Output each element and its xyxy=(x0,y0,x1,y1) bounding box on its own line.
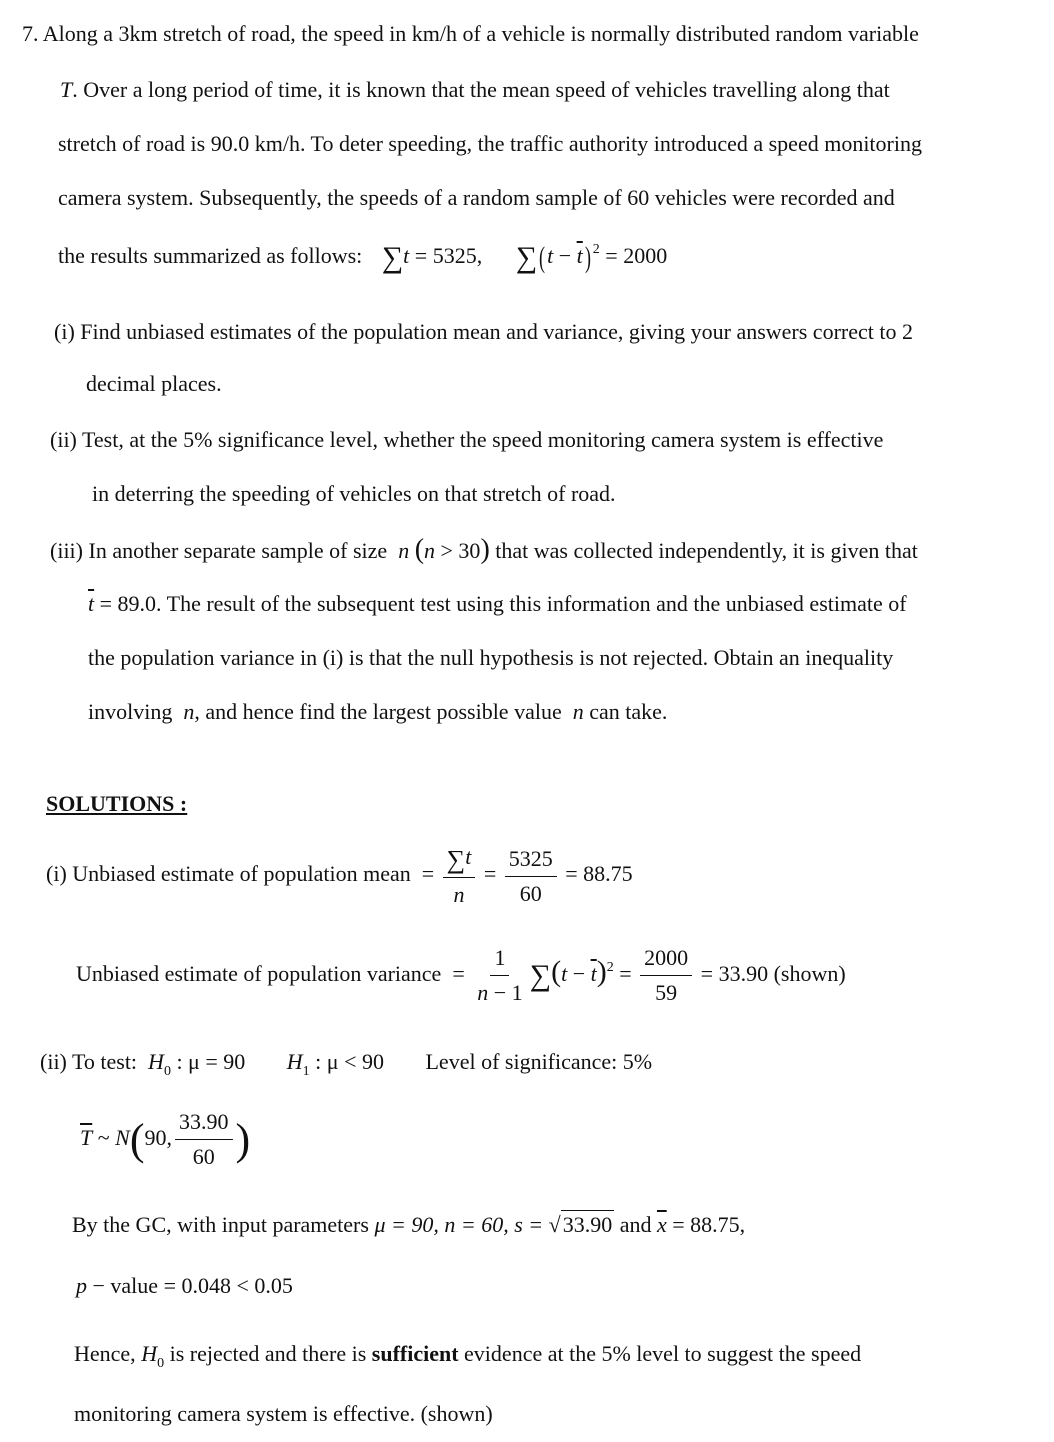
part-iii-text-a: (iii) In another separate sample of size xyxy=(50,538,388,563)
alt-hypothesis: : μ < 90 xyxy=(315,1049,384,1074)
sufficient-bold: sufficient xyxy=(371,1341,459,1366)
question-line-1: 7. Along a 3km stretch of road, the speed in km/h of a vehicle is normally distributed random variable xyxy=(22,21,919,46)
part-iii-line-2-text: The result of the subsequent test using this information and the unbiased estimate of xyxy=(166,591,907,616)
question-line-4: camera system. Subsequently, the speeds of a random sample of 60 vehicles were recorded and xyxy=(58,185,895,210)
question-line-2-text: . Over a long period of time, it is known that the mean speed of vehicles travelling along that xyxy=(72,77,890,102)
hence-text: Hence, xyxy=(74,1341,136,1366)
variance-fraction: $\frac{2000}{59}$ xyxy=(640,943,692,1008)
question-line-2 xyxy=(60,76,890,104)
rejected-text: is rejected and there is xyxy=(169,1341,367,1366)
mean-label: (i) Unbiased estimate of population mean xyxy=(46,861,411,887)
part-iii-line-3: the population variance in (i) is that the null hypothesis is not rejected. Obtain an inequality xyxy=(88,645,894,670)
hypotheses-line: (ii) To test: $H_0$ : μ = 90 $H_1$ : μ < 90 Level of significance: 5% xyxy=(40,1049,653,1079)
part-iii-4a: involving xyxy=(88,699,173,724)
p-value: = 0.048 < 0.05 xyxy=(163,1273,293,1298)
mean-fraction-symbolic: $\frac{\sum t}{n}$ xyxy=(443,842,476,910)
part-iii-4b: , and hence find the largest possible value xyxy=(194,699,562,724)
part-iii-text-b: that was collected independently, it is given that xyxy=(495,538,918,563)
test-label: (ii) To test: xyxy=(40,1049,138,1074)
mean-result: = 88.75 xyxy=(565,861,633,887)
null-hypothesis: : μ = 90 xyxy=(176,1049,246,1074)
variance-result: = 33.90 (shown) xyxy=(700,961,846,986)
part-iii-line-2: $\overline{t} = 89.0$. The result of the subsequent test using this information and the unbiased estimate of xyxy=(88,591,907,616)
significance-level: Level of significance: 5% xyxy=(425,1049,653,1074)
solutions-heading: SOLUTIONS : xyxy=(46,791,188,816)
summary-text: the results summarized as follows: xyxy=(58,243,363,268)
distribution-fraction: $\frac{33.90}{60}$ xyxy=(175,1107,233,1172)
conclusion-line-2: monitoring camera system is effective. (shown) xyxy=(74,1401,493,1426)
gc-and: and xyxy=(619,1212,652,1237)
gc-line: By the GC, with input parameters μ = 90, n = 60, s = √ 33.90 and $\overline{x} = 88.75$, xyxy=(72,1212,746,1237)
part-iii-line-4: involving n, and hence find the largest possible value n can take. xyxy=(88,699,668,724)
gc-xbar-value: = 88.75, xyxy=(672,1212,746,1237)
gc-params: μ = 90, n = 60, s = xyxy=(374,1212,544,1237)
part-iii-4c: can take. xyxy=(589,699,668,724)
question-line-3: stretch of road is 90.0 km/h. To deter speeding, the traffic authority introduced a speed monitoring xyxy=(58,131,922,156)
question-line-5: the results summarized as follows: ∑t = 5325, $\sum(t - \overline{t})$ $^2$ = 2000 xyxy=(58,240,668,274)
solution-mean: (i) Unbiased estimate of population mean = $\frac{\sum t}{n}$ = $\frac{5325}{60}$ = 88.75 xyxy=(46,842,633,910)
conclusion-line-1: Hence, $H_0$ is rejected and there is sufficient evidence at the 5% level to suggest the speed xyxy=(74,1341,862,1371)
part-i-line-2: decimal places. xyxy=(86,371,222,396)
sum-sq-value: = 2000 xyxy=(605,243,668,268)
gc-sqrt-value: 33.90 xyxy=(562,1212,613,1237)
evidence-text: evidence at the 5% level to suggest the speed xyxy=(464,1341,862,1366)
distribution-line: $\overline{T}$ ~ N(90, $\frac{33.90}{60}$ ) xyxy=(80,1104,250,1174)
solution-variance: Unbiased estimate of population variance = $\frac{1}{n - 1}$ $\sum(t - \overline{t})^2$ = $\frac{2000}{59}$ = 33.90 (shown) xyxy=(76,936,846,1008)
mean-fraction-numeric: $\frac{5325}{60}$ xyxy=(505,844,557,909)
part-i-line-1: (i) Find unbiased estimates of the population mean and variance, giving your answers correct to 2 xyxy=(54,319,913,344)
t-bar-value: = 89.0. xyxy=(99,591,162,616)
part-ii-line-2: in deterring the speeding of vehicles on that stretch of road. xyxy=(92,481,616,506)
gc-text: By the GC, with input parameters xyxy=(72,1212,369,1237)
variable-T: T xyxy=(60,77,73,102)
pvalue-line: p − value = 0.048 < 0.05 xyxy=(76,1273,293,1298)
variance-label: Unbiased estimate of population variance xyxy=(76,961,442,986)
part-ii-line-1: (ii) Test, at the 5% significance level, whether the speed monitoring camera system is effective xyxy=(50,427,884,452)
part-iii-line-1: (iii) In another separate sample of size n (n > 30) that was collected independently, it is given that xyxy=(50,534,918,565)
sum-t-value: = 5325, xyxy=(414,243,483,268)
